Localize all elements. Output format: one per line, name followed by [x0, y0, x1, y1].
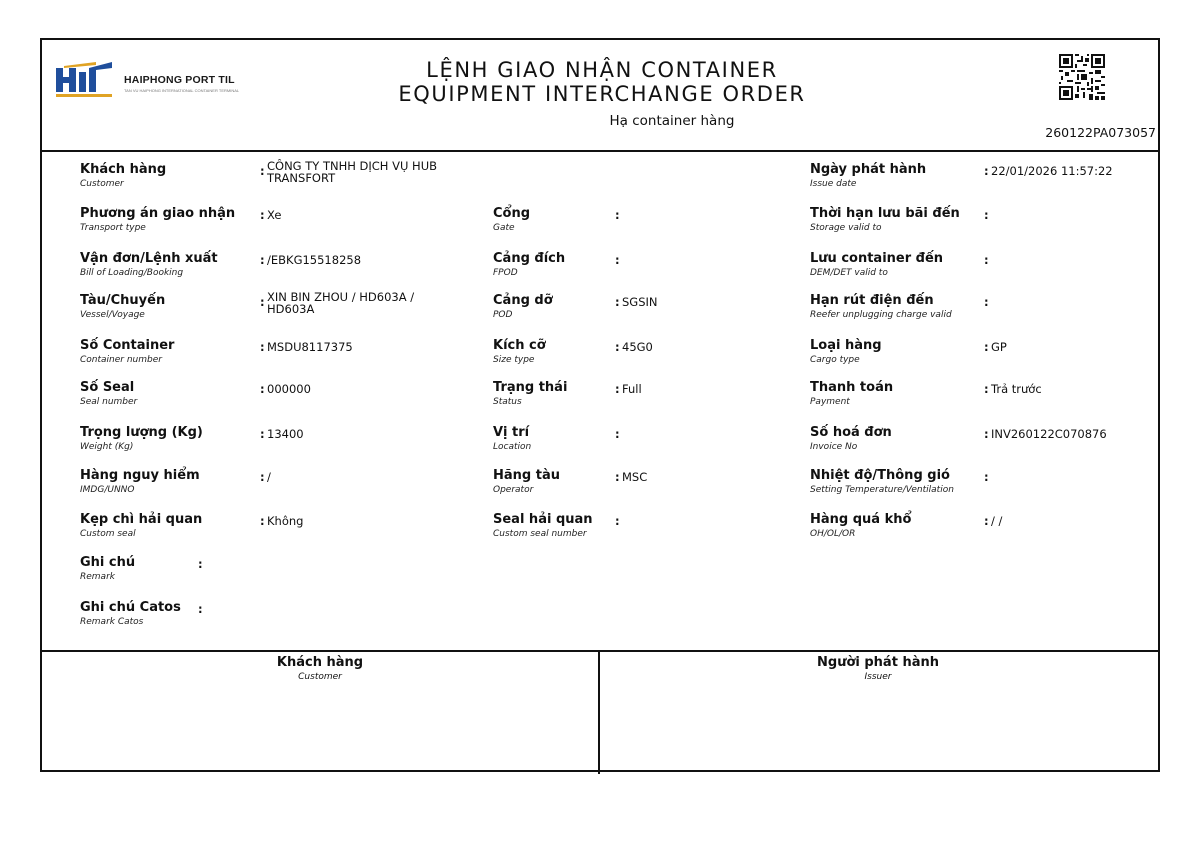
- title-english: EQUIPMENT INTERCHANGE ORDER: [398, 82, 806, 106]
- field-value: CÔNG TY TNHH DỊCH VỤ HUB TRANSFORT: [267, 159, 438, 185]
- field-label: Thanh toán: [810, 380, 894, 395]
- qr-code-icon: [1059, 54, 1105, 100]
- field-label: Hàng quá khổ: [810, 512, 912, 527]
- field-label: Ngày phát hành: [810, 162, 927, 177]
- field-separator: :: [984, 340, 989, 354]
- left-field: [80, 512, 202, 540]
- issuer-signature-label: Người phát hành: [817, 655, 939, 670]
- left-field: [80, 206, 235, 234]
- field-separator: :: [615, 382, 620, 396]
- field-value: SGSIN: [622, 295, 658, 309]
- order-type-subtitle: Hạ container hàng: [609, 113, 735, 129]
- field-label-en: OH/OL/OR: [810, 529, 856, 539]
- field-label: Cảng đích: [493, 251, 566, 266]
- field-value: XIN BIN ZHOU / HD603A / HD603A: [267, 290, 415, 316]
- field-label: Ghi chú Catos: [80, 600, 181, 615]
- field-separator: :: [260, 382, 265, 396]
- field-separator: :: [615, 295, 620, 309]
- field-label: Hạn rút điện đến: [810, 293, 934, 308]
- field-label-en: Cargo type: [810, 355, 860, 365]
- field-label: Cổng: [493, 206, 531, 221]
- right-field: [810, 206, 960, 234]
- field-label-en: IMDG/UNNO: [80, 485, 135, 495]
- interchange-order-document: [40, 38, 1160, 772]
- field-separator: :: [615, 427, 620, 441]
- middle-field: [493, 251, 565, 279]
- right-field: [810, 512, 911, 540]
- field-label-en: Bill of Loading/Booking: [80, 268, 184, 278]
- field-separator: :: [260, 470, 265, 484]
- field-label: Loại hàng: [810, 338, 882, 353]
- field-label-en: Gate: [493, 223, 515, 233]
- field-value: Full: [622, 382, 642, 396]
- field-label: Kích cỡ: [493, 338, 546, 353]
- field-separator: :: [984, 427, 989, 441]
- left-field: [80, 468, 200, 496]
- field-label: Hàng nguy hiểm: [80, 468, 200, 483]
- right-field: [810, 338, 882, 366]
- company-subtitle: TAN VU HAIPHONG INTERNATIONAL CONTAINER TERMINAL: [124, 88, 240, 93]
- customer-signature-label: Khách hàng: [276, 655, 364, 670]
- company-logo: [56, 62, 276, 102]
- field-label-en: Seal number: [80, 397, 138, 407]
- field-value: GP: [991, 340, 1007, 354]
- field-label-en: Payment: [810, 397, 850, 407]
- field-separator: :: [984, 470, 989, 484]
- field-value: /: [267, 470, 271, 484]
- field-separator: :: [984, 253, 989, 267]
- left-field: [80, 425, 203, 453]
- field-label-en: POD: [493, 310, 513, 320]
- field-label-en: Vessel/Voyage: [80, 310, 145, 320]
- field-label-en: Invoice No: [810, 442, 858, 452]
- field-label: Phương án giao nhận: [80, 206, 236, 221]
- field-label-en: Container number: [80, 355, 162, 365]
- middle-field: [493, 293, 553, 321]
- field-label: Cảng dỡ: [493, 293, 553, 308]
- field-separator: :: [984, 295, 989, 309]
- field-label: Khách hàng: [80, 162, 167, 177]
- signature-section: [42, 650, 1158, 774]
- customer-signature-label-en: Customer: [298, 672, 342, 682]
- left-field: [80, 380, 137, 408]
- field-separator: :: [615, 470, 620, 484]
- middle-field: [493, 512, 593, 540]
- field-label: Vị trí: [493, 425, 530, 440]
- field-value: /EBKG15518258: [267, 253, 362, 267]
- field-separator: :: [198, 557, 203, 571]
- field-separator: :: [198, 602, 203, 616]
- field-label-en: Transport type: [80, 223, 146, 233]
- field-separator: :: [984, 382, 989, 396]
- field-value: Trả trước: [991, 382, 1042, 396]
- field-label: Số Container: [80, 338, 175, 353]
- field-label: Nhiệt độ/Thông gió: [810, 468, 950, 483]
- field-label-en: Issue date: [810, 179, 857, 189]
- field-value: 45G0: [622, 340, 653, 354]
- issuer-signature-label-en: Issuer: [864, 672, 892, 682]
- field-separator: :: [615, 514, 620, 528]
- left-field: [80, 251, 218, 279]
- left-field: [80, 293, 165, 321]
- field-separator: :: [260, 164, 265, 178]
- field-label-en: Status: [493, 397, 522, 407]
- field-label-en: Customer: [80, 179, 124, 189]
- field-label-en: Remark Catos: [80, 617, 144, 627]
- field-label-en: Weight (Kg): [80, 442, 134, 452]
- field-label: Kẹp chì hải quan: [80, 512, 203, 527]
- field-value: 000000: [267, 382, 311, 396]
- field-label: Thời hạn lưu bãi đến: [810, 206, 960, 221]
- field-label: Ghi chú: [80, 555, 136, 570]
- title-vietnamese: LỆNH GIAO NHẬN CONTAINER: [426, 58, 778, 82]
- right-field: [810, 380, 893, 408]
- left-field: [80, 555, 135, 583]
- hit-logo-icon: [56, 62, 118, 102]
- right-field: [810, 162, 926, 190]
- field-label-en: Location: [493, 442, 532, 452]
- left-field: [80, 600, 181, 628]
- right-field: [810, 251, 943, 279]
- field-separator: :: [984, 514, 989, 528]
- customer-signature-block: [42, 654, 598, 682]
- field-separator: :: [615, 340, 620, 354]
- field-value: Xe: [267, 208, 282, 222]
- field-label-en: Reefer unplugging charge valid: [810, 310, 952, 320]
- field-label: Vận đơn/Lệnh xuất: [80, 251, 218, 266]
- right-field: [810, 468, 954, 496]
- left-field: [80, 162, 166, 190]
- field-separator: :: [260, 295, 265, 309]
- field-label-en: FPOD: [493, 268, 518, 278]
- field-value: INV260122C070876: [991, 427, 1107, 441]
- field-label-en: Operator: [493, 485, 534, 495]
- issuer-signature-block: [600, 654, 1156, 682]
- field-label: Số hoá đơn: [810, 425, 892, 440]
- field-label-en: Remark: [80, 572, 115, 582]
- field-label: Số Seal: [80, 380, 135, 395]
- field-label-en: Storage valid to: [810, 223, 882, 233]
- middle-field: [493, 338, 546, 366]
- field-label-en: Custom seal number: [493, 529, 587, 539]
- field-label-en: Custom seal: [80, 529, 136, 539]
- middle-field: [493, 425, 531, 453]
- middle-field: [493, 380, 567, 408]
- field-value: MSDU8117375: [267, 340, 353, 354]
- right-field: [810, 425, 892, 453]
- field-value: 22/01/2026 11:57:22: [991, 164, 1113, 178]
- left-field: [80, 338, 174, 366]
- field-label: Hãng tàu: [493, 468, 560, 483]
- company-name: HAIPHONG PORT TIL: [124, 74, 235, 86]
- field-separator: :: [984, 164, 989, 178]
- field-separator: :: [615, 253, 620, 267]
- order-code: 260122PA073057: [1045, 125, 1156, 140]
- field-separator: :: [260, 514, 265, 528]
- field-value: 13400: [267, 427, 304, 441]
- field-value: MSC: [622, 470, 648, 484]
- middle-field: [493, 468, 560, 496]
- field-label: Trọng lượng (Kg): [80, 425, 203, 440]
- field-separator: :: [984, 208, 989, 222]
- document-header: [42, 40, 1158, 152]
- field-label: Lưu container đến: [810, 251, 944, 266]
- field-value: / /: [991, 514, 1003, 528]
- middle-field: [493, 206, 530, 234]
- field-separator: :: [615, 208, 620, 222]
- field-label: Seal hải quan: [493, 512, 593, 527]
- field-separator: :: [260, 208, 265, 222]
- right-field: [810, 293, 952, 321]
- field-separator: :: [260, 253, 265, 267]
- field-label-en: DEM/DET valid to: [810, 268, 888, 278]
- field-separator: :: [260, 340, 265, 354]
- field-label: Tàu/Chuyến: [80, 293, 166, 308]
- document-title: [342, 58, 862, 129]
- field-value: Không: [267, 514, 304, 528]
- field-label-en: Size type: [493, 355, 535, 365]
- field-label: Trạng thái: [493, 380, 568, 395]
- field-separator: :: [260, 427, 265, 441]
- field-label-en: Setting Temperature/Ventilation: [810, 485, 954, 495]
